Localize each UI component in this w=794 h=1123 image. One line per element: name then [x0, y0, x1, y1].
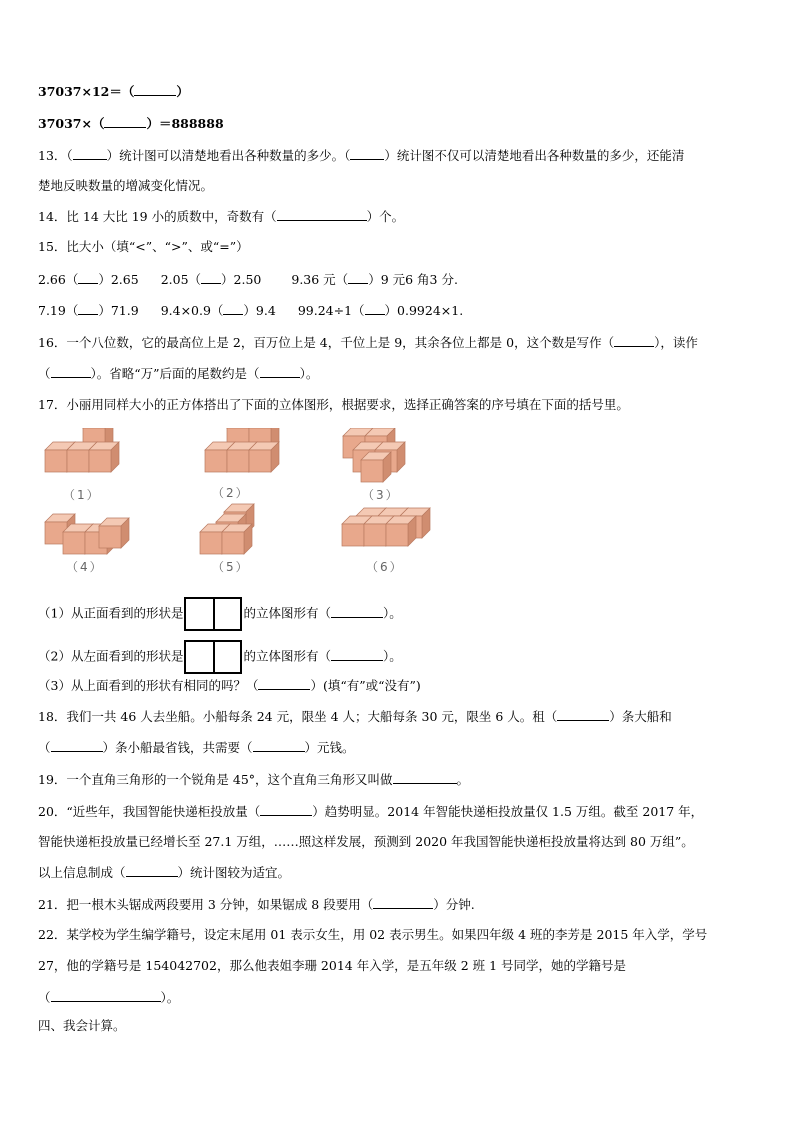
answer-blank[interactable]: [78, 271, 98, 284]
figure-3: [343, 428, 405, 482]
answer-blank[interactable]: [73, 147, 107, 160]
figure-caption-4: （4）: [66, 560, 104, 574]
section-4-heading: 四、我会计算。: [38, 1018, 126, 1033]
answer-blank[interactable]: [51, 739, 103, 752]
question-21: 21．把一根木头锯成两段要用 3 分钟，如果锯成 8 段要用（ ）分钟.: [38, 897, 475, 912]
answer-blank[interactable]: [253, 739, 305, 752]
question-20-cont: 智能快递柜投放量已经增长至 27.1 万组，……照这样发展，预测到 2020 年我国智能快递柜投放量将达到 80 万组”。: [38, 834, 694, 849]
figure-6: [342, 508, 430, 546]
question-17-3: （3）从上面看到的形状有相同的吗？（ ）(填“有”或“没有”): [38, 678, 421, 693]
question-13-cont: 楚地反映数量的增减变化情况。: [38, 178, 214, 193]
question-17-1: （1）从正面看到的形状是 的立体图形有（ ）。: [38, 597, 402, 631]
answer-blank[interactable]: [348, 271, 368, 284]
answer-blank[interactable]: [350, 147, 384, 160]
question-16-cont: （ ）。省略“万”后面的尾数约是（ ）。: [38, 366, 319, 381]
answer-blank[interactable]: [223, 302, 243, 315]
answer-blank[interactable]: [393, 771, 457, 784]
figure-caption-5: （5）: [212, 560, 250, 574]
question-17: 17．小丽用同样大小的正方体搭出了下面的立体图形，根据要求，选择正确答案的序号填在下面的括号里。: [38, 397, 629, 412]
answer-blank[interactable]: [331, 648, 383, 661]
answer-blank[interactable]: [51, 365, 91, 378]
answer-blank[interactable]: [557, 708, 609, 721]
question-16: 16．一个八位数，它的最高位上是 2，百万位上是 4，千位上是 9，其余各位上都是 0，这个数是写作（ ），读作: [38, 335, 698, 350]
figure-1: [45, 428, 119, 472]
figure-2: [205, 428, 279, 472]
answer-blank[interactable]: [260, 803, 312, 816]
question-22-cont: 27，他的学籍号是 154042702，那么他表姐李珊 2014 年入学，是五年级 2 班 1 号同学，她的学籍号是: [38, 958, 627, 973]
answer-blank[interactable]: [277, 208, 367, 221]
answer-blank[interactable]: [331, 605, 383, 618]
question-22: 22．某学校为学生编学籍号，设定末尾用 01 表示女生，用 02 表示男生。如果四年级 4 班的李芳是 2015 年入学，学号: [38, 927, 708, 942]
answer-blank[interactable]: [614, 334, 654, 347]
question-15-row-1: 2.66（ ）2.65 2.05（ ）2.50 9.36 元（ ）9 元6 角3 分.: [38, 272, 458, 287]
question-17-2: （2）从左面看到的形状是 的立体图形有（ ）。: [38, 640, 402, 674]
question-18-cont: （ ）条小船最省钱，共需要（ ）元钱。: [38, 740, 355, 755]
figure-4: [45, 514, 129, 554]
answer-blank[interactable]: [78, 302, 98, 315]
answer-blank[interactable]: [365, 302, 385, 315]
figure-caption-3: （3）: [362, 488, 400, 502]
answer-blank[interactable]: [258, 677, 310, 690]
two-square-shape: [184, 597, 242, 631]
question-13: 13．（ ）统计图可以清楚地看出各种数量的多少。（ ）统计图不仅可以清楚地看出各种数量的多少，还能清: [38, 148, 685, 163]
answer-blank[interactable]: [104, 115, 146, 128]
question-20-cont-2: 以上信息制成（ ）统计图较为适宜。: [38, 865, 291, 880]
question-14: 14．比 14 大比 19 小的质数中，奇数有（ ）个。: [38, 209, 405, 224]
question-22-cont-2: （ ）。: [38, 990, 180, 1005]
figure-caption-6: （6）: [366, 560, 404, 574]
expr-line-1: 37037×12＝（ ）: [38, 84, 189, 99]
figure-caption-2: （2）: [212, 486, 250, 500]
figure-5: [200, 504, 254, 554]
answer-blank[interactable]: [134, 83, 176, 96]
figure-caption-1: （1）: [63, 488, 101, 502]
answer-blank[interactable]: [201, 271, 221, 284]
question-15-row-2: 7.19（ ）71.9 9.4×0.9（ ）9.4 99.24÷1（ ）0.9924×1.: [38, 303, 464, 318]
question-15: 15．比大小（填“<”、“>”、或“=”）: [38, 239, 249, 254]
two-square-shape: [184, 640, 242, 674]
expr-line-2: 37037×（ ）＝888888: [38, 116, 224, 131]
question-19: 19．一个直角三角形的一个锐角是 45°，这个直角三角形又叫做 。: [38, 772, 470, 787]
answer-blank[interactable]: [51, 989, 161, 1002]
answer-blank[interactable]: [373, 896, 433, 909]
answer-blank[interactable]: [126, 864, 178, 877]
answer-blank[interactable]: [260, 365, 300, 378]
question-18: 18．我们一共 46 人去坐船。小船每条 24 元，限坐 4 人；大船每条 30 元，限坐 6 人。租（ ）条大船和: [38, 709, 672, 724]
question-20: 20．“近些年，我国智能快递柜投放量（ ）趋势明显。2014 年智能快递柜投放量仅 1.5 万组。截至 2017 年，: [38, 804, 704, 819]
